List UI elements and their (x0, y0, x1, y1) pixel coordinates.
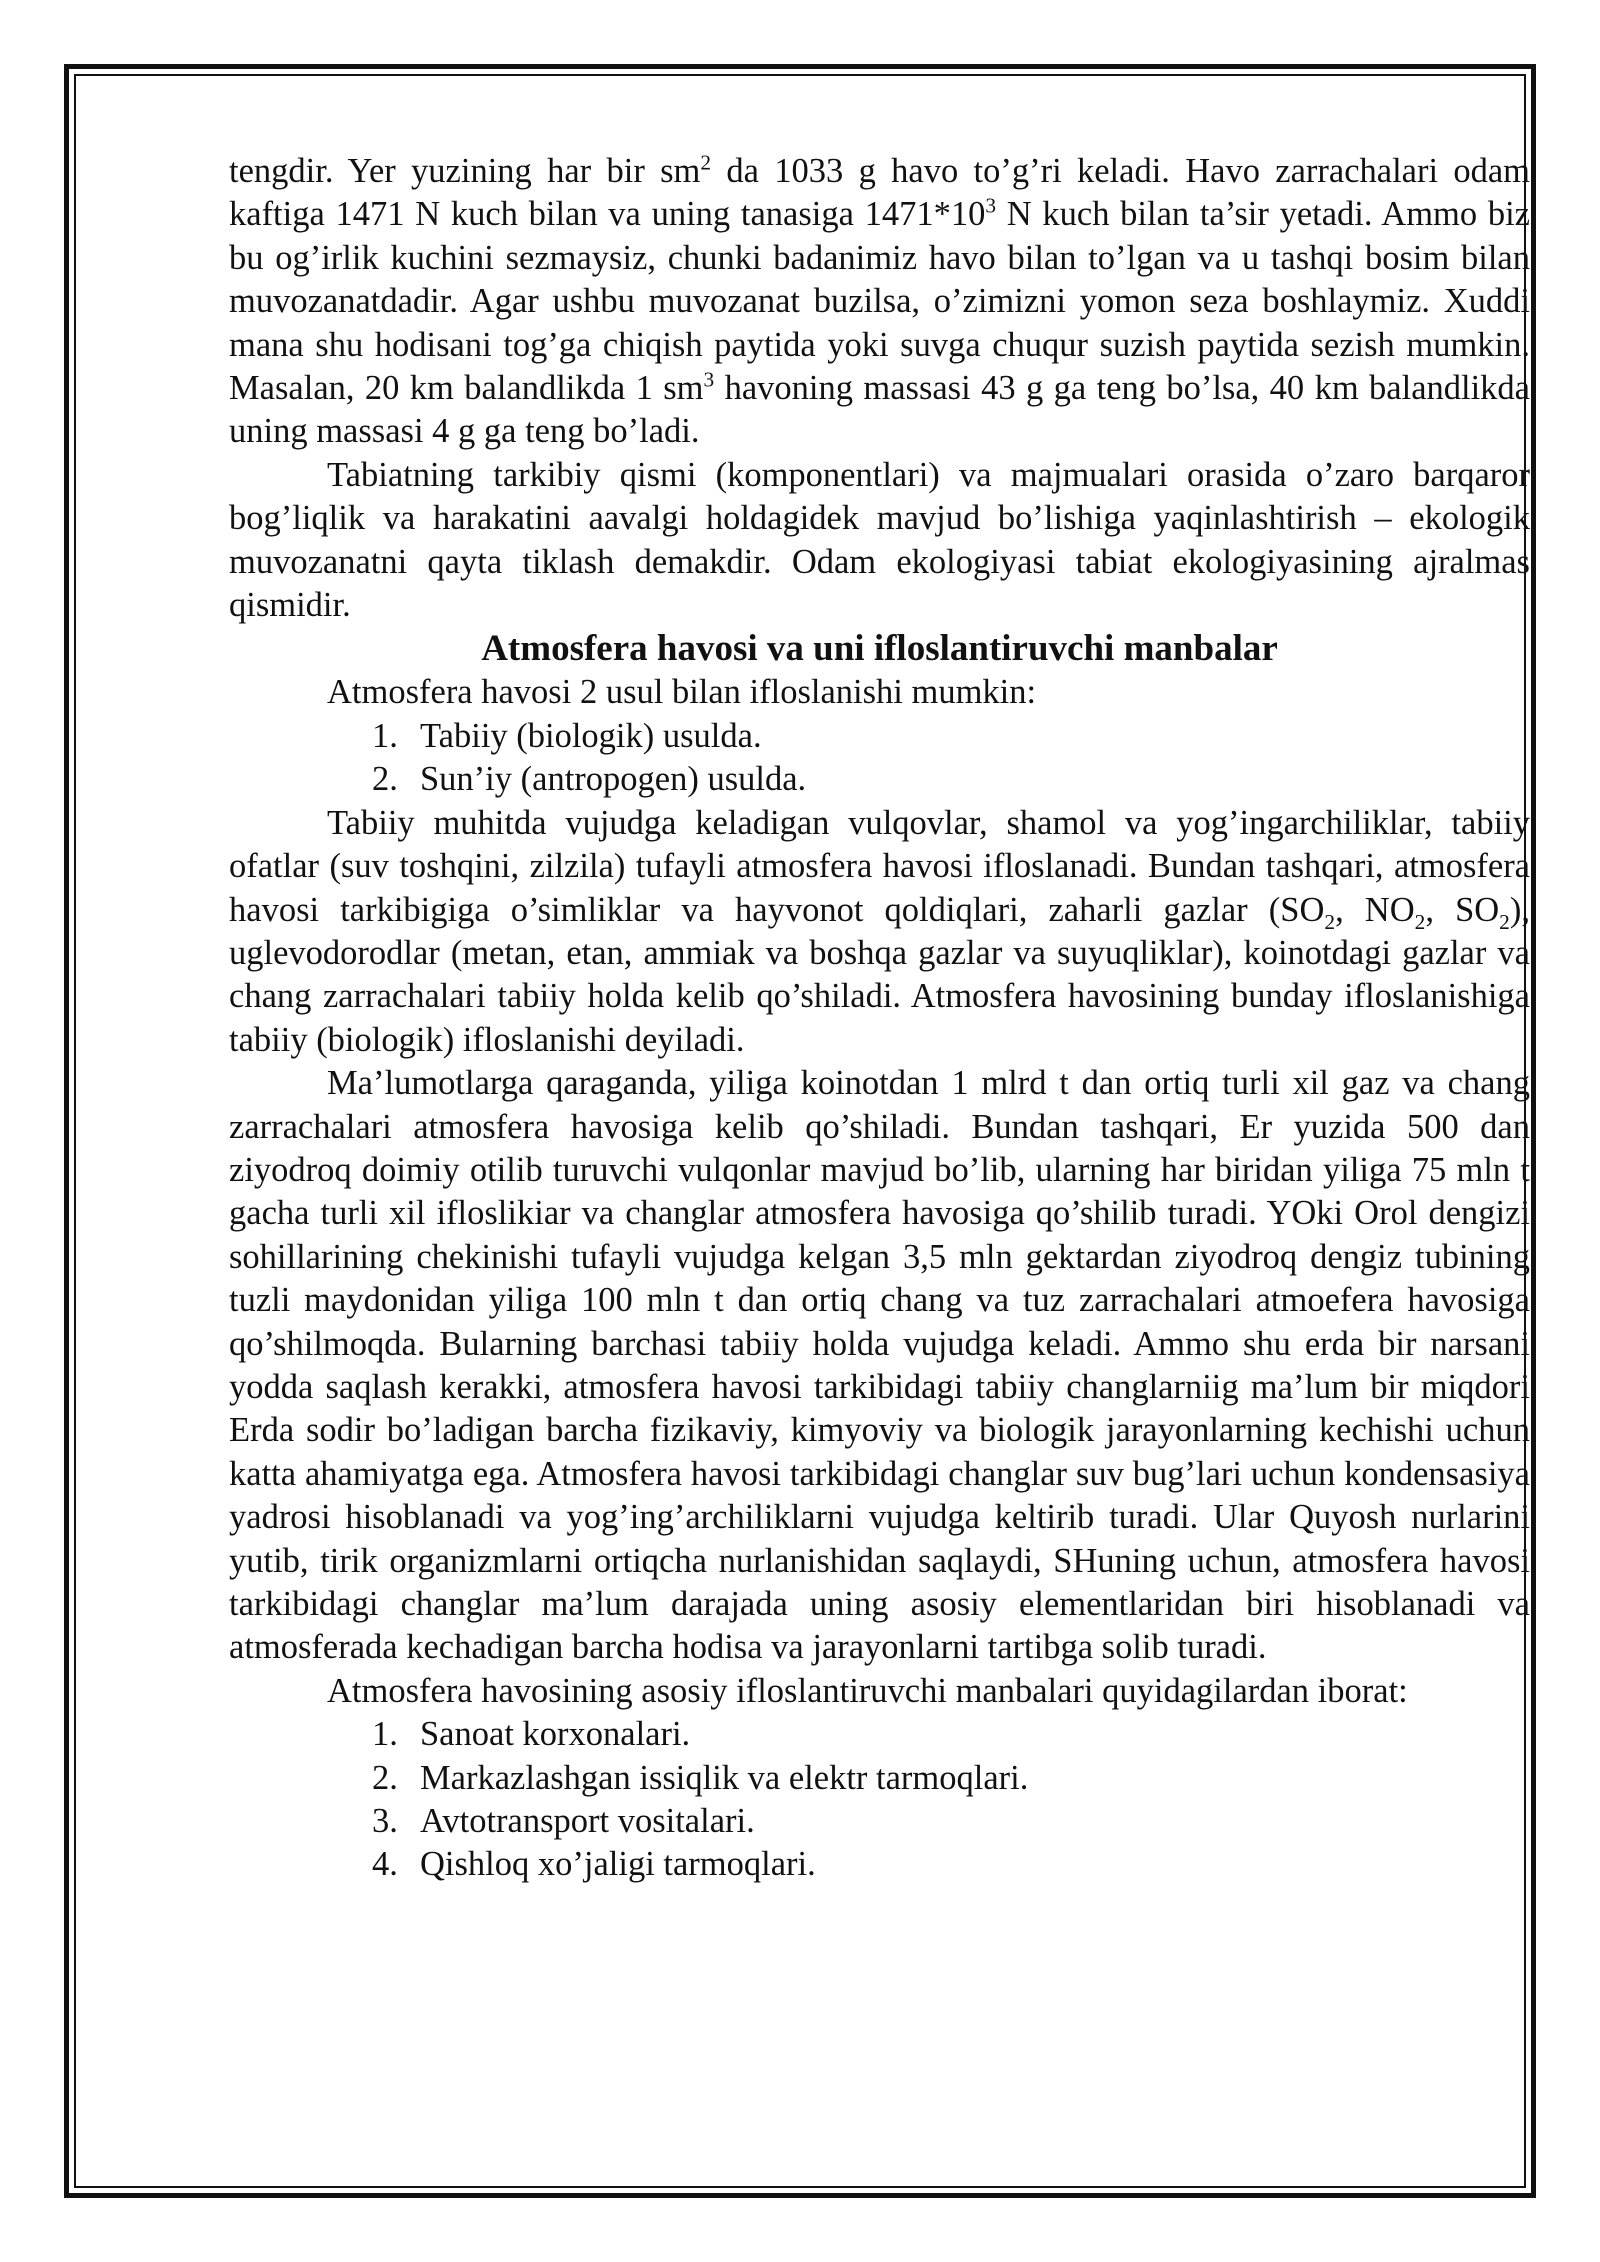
list-item-text: Sanoat korxonalari. (420, 1715, 691, 1754)
superscript: 2 (700, 150, 712, 175)
list-item (372, 1713, 1530, 1756)
paragraph-5: Atmosfera havosining asosiy ifloslantiruvchi manbalari quyidagilardan iborat: (327, 1671, 1408, 1710)
paragraph-2: Tabiatning tarkibiy qismi (komponentlari) va majmualari orasida o’zaro barqaror bog’liqlik va harakatini aavalgi holdagidek mavjud bo’lishiga yaqinlashtirish – ekologik muvozanatni qayta tiklash demakdir. Odam ekologiyasi tabiat ekologiyasining ajralmas qismidir. (229, 455, 1530, 625)
paragraph-1-part-a: tengdir. Yer yuzining har bir sm (229, 152, 701, 190)
list-item-text: Sun’iy (antropogen) usulda. (420, 760, 807, 799)
list-item (372, 1843, 1530, 1886)
list-item (372, 758, 1530, 801)
list-item (372, 1757, 1530, 1800)
sources-list (229, 1713, 1530, 1887)
list-item-text: Markazlashgan issiqlik va elektr tarmoqlari. (420, 1758, 1029, 1797)
list-item (372, 715, 1530, 758)
subscript: 2 (1499, 909, 1510, 934)
paragraph-1-part-d: havoning massasi 43 g ga teng bo’lsa, 40 km balandlikda uning massasi 4 g ga teng bo’ladi. (229, 369, 1530, 451)
superscript: 3 (985, 193, 997, 218)
paragraph-1 (229, 150, 1530, 454)
list-item-text: Qishloq xo’jaligi tarmoqlari. (420, 1845, 816, 1884)
section-heading: Atmosfera havosi va uni ifloslantiruvchi manbalar (481, 628, 1278, 670)
superscript: 3 (703, 367, 715, 392)
subscript: 2 (1414, 909, 1426, 934)
paragraph-1-part-b: da 1033 g havo to’g’ri keladi. Havo zarrachalari odam kaftiga 1471 N kuch bilan va uning tanasiga 1471*10 (229, 152, 1531, 234)
list-item-text: Avtotransport vositalari. (420, 1802, 755, 1841)
paragraph-4: Ma’lumotlarga qaraganda, yiliga koinotdan 1 mlrd t dan ortiq turli xil gaz va chang zarrachalari atmosfera havosiga kelib qo’shiladi. Bundan tashqari, Er yuzida 500 dan ziyodroq doimiy otilib turuvchi vulqonlar mavjud bo’lib, ularning har biridan yiliga 75 mln t gacha turli xil ifloslikiar va changlar atmosfera havosiga qo’shilib turadi. YOki Orol dengizi sohillarining chekinishi tufayli vujudga kelgan 3,5 mln gektardan ziyodroq dengiz tubining tuzli maydonidan yiliga 100 mln t dan ortiq chang va tuz zarrachalari atmoefera havosiga qo’shilmoqda. Bularning barchasi tabiiy holda vujudga keladi. Ammo shu erda bir narsani yodda saqlash kerakki, atmosfera havosi tarkibidagi tabiiy changlarniig ma’lum bir miqdori Erda sodir bo’ladigan barcha fizikaviy, kimyoviy va biologik jarayonlarning kechishi uchun katta ahamiyatga ega. Atmosfera havosi tarkibidagi changlar suv bug’lari uchun kondensasiya yadrosi hisoblanadi va yog’ing’archiliklarni vujudga keltirib turadi. Ular Quyosh nurlarini yutib, tirik organizmlarni ortiqcha nurlanishidan saqlaydi, SHuning uchun, atmosfera havosi tarkibidagi changlar ma’lum darajada uning asosiy elementlaridan biri hisoblanadi va atmosferada kechadigan barcha hodisa va jarayonlarni tartibga solib turadi. (229, 1064, 1530, 1667)
methods-list (229, 715, 1530, 802)
paragraph-3 (229, 802, 1530, 1062)
list-number: 1. (372, 716, 398, 755)
document-body (229, 150, 1530, 1887)
paragraph-1-part-c: N kuch bilan ta’sir yetadi. Ammo biz bu og’irlik kuchini sezmaysiz, chunki badanimiz havo bilan to’lgan va u tashqi bosim bilan muvozanatdadir. Agar ushbu muvozanat buzilsa, o’zimizni yomon seza boshlaymiz. Xuddi mana shu hodisani tog’ga chiqish paytida yoki suvga chuqur suzish paytida sezish mumkin. Masalan, 20 km balandlikda 1 sm (229, 195, 1530, 408)
list-item (372, 1800, 1530, 1843)
paragraph-3-part-c: , SO (1425, 890, 1500, 929)
paragraph-3-part-a: Tabiiy muhitda vujudga keladigan vulqovlar, shamol va yog’ingarchiliklar, tabiiy ofatlar (suv toshqini, zilzila) tufayli atmosfera havosi ifloslanadi. Bundan tashqari, atmosfera havosi tarkibigiga o’simliklar va hayvonot qoldiqlari, zaharli gazlar (SO (229, 803, 1530, 929)
list-number: 2. (372, 1758, 398, 1797)
list-number: 3. (372, 1802, 398, 1841)
list-number: 4. (372, 1845, 398, 1884)
list-number: 2. (372, 760, 398, 799)
list-item-text: Tabiiy (biologik) usulda. (420, 716, 762, 755)
subscript: 2 (1324, 909, 1336, 934)
methods-intro: Atmosfera havosi 2 usul bilan ifloslanishi mumkin: (327, 673, 1037, 712)
paragraph-3-part-b: , NO (1335, 890, 1415, 929)
list-number: 1. (372, 1715, 398, 1754)
paragraph-3-part-d: ), uglevodorodlar (metan, etan, ammiak va boshqa gazlar va suyuqliklar), koinotdagi gazlar va chang zarrachalari tabiiy holda kelib qo’shiladi. Atmosfera havosining bunday ifloslanishiga tabiiy (biologik) ifloslanishi deyiladi. (229, 890, 1530, 1059)
